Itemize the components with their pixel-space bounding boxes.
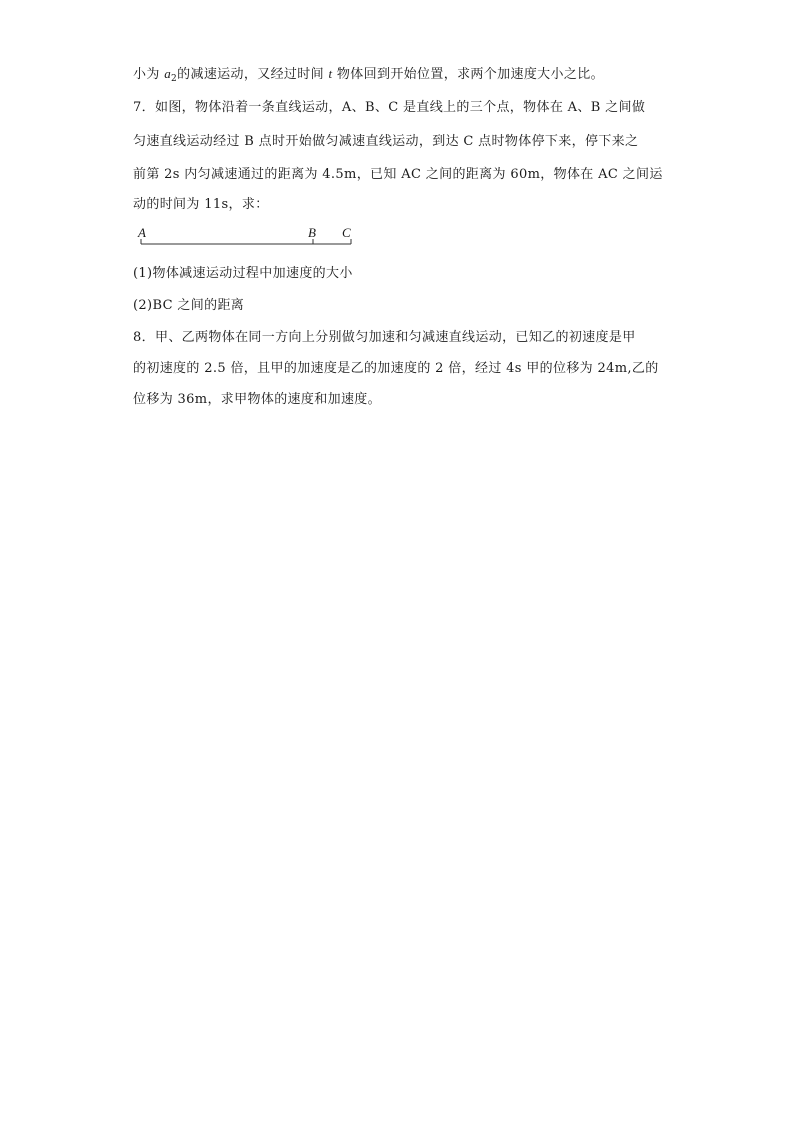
point-a-label: A	[138, 225, 146, 240]
text-segment: 的减速运动，又经过时间	[177, 67, 329, 82]
point-b-label: B	[308, 225, 316, 240]
variable-t: t	[328, 66, 333, 81]
problem8-line-3: 位移为 36m，求甲物体的速度和加速度。	[133, 392, 382, 407]
point-c-label: C	[342, 225, 351, 240]
problem6-tail-line	[133, 66, 663, 83]
abc-line-diagram	[133, 222, 373, 254]
problem7-question-1: (1)物体减速运动过程中加速度的大小	[133, 266, 353, 281]
problem7-line-2: 匀速直线运动经过 B 点时开始做匀减速直线运动，到达 C 点时物体停下来，停下来之	[133, 134, 639, 149]
problem7-line-1: 7．如图，物体沿着一条直线运动，A、B、C 是直线上的三个点，物体在 A、B 之间做	[133, 100, 646, 115]
variable-a: a	[164, 66, 172, 81]
problem7-line-4: 动的时间为 11s，求：	[133, 197, 269, 212]
subscript-2: 2	[171, 74, 178, 84]
text-segment: 小为	[133, 67, 165, 82]
problem7-line-3: 前第 2s 内匀减速通过的距离为 4.5m，已知 AC 之间的距离为 60m，物体在 AC 之间运	[133, 167, 663, 182]
problem7-question-2: (2)BC 之间的距离	[133, 298, 245, 313]
problem8-line-1: 8．甲、乙两物体在同一方向上分别做匀加速和匀减速直线运动，已知乙的初速度是甲	[133, 330, 636, 345]
text-segment: 物体回到开始位置，求两个加速度大小之比。	[332, 67, 604, 82]
problem8-line-2: 的初速度的 2.5 倍，且甲的加速度是乙的加速度的 2 倍，经过 4s 甲的位移为 24m,乙的	[133, 361, 659, 376]
